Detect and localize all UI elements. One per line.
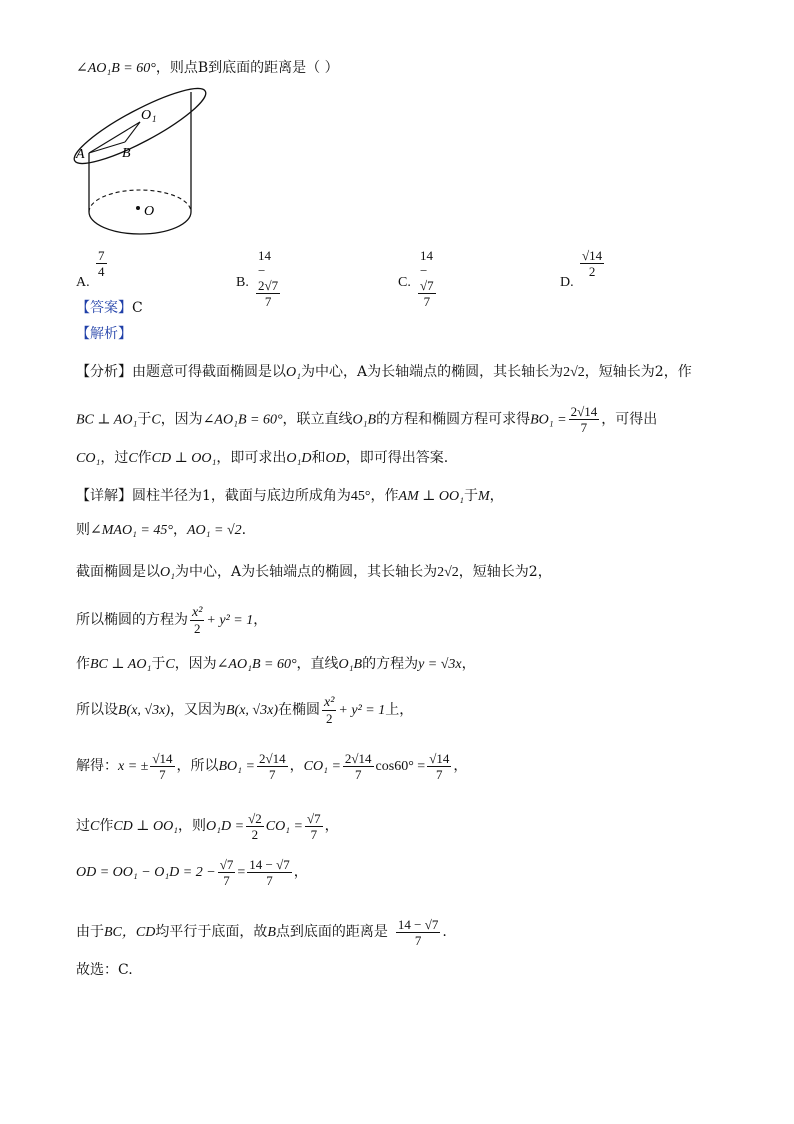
text: 在椭圆 [278,702,320,718]
text: 的方程和椭圆方程可求得 [376,411,531,428]
text: 作 [137,450,152,466]
text: 为中心，A为长轴端点的椭圆，其长轴长为 [174,564,438,580]
text: 截面椭圆是以 [76,564,160,580]
text: ， [253,612,268,628]
text: 于 [464,488,478,504]
math: OD = OO₁ − O₁D = 2 − [76,865,216,880]
math: O₁D [286,451,312,466]
answer-value: C [132,300,143,316]
math: + y² = 1 [206,613,254,628]
math: ∠AO₁B = 60° [216,657,297,672]
math: O₁ [160,565,175,580]
label-O1: O [141,108,152,123]
fraction: $\frac{2√14}{7}$ [570,404,598,435]
math: + y² = 1 [338,703,386,718]
detail-line-7 [76,748,467,785]
math: 45° [350,489,371,504]
question-stem [76,58,339,79]
label-B: B [122,146,131,161]
math: O₁ [286,365,301,380]
math: CD ⊥ OO₁ [151,451,217,466]
fenxi-tag: 【分析】 [76,364,132,380]
text: ， [453,758,468,774]
segment-AB [89,142,125,153]
math: CO₁ = [303,759,341,774]
text: . [442,924,447,940]
segment-O1B [125,122,140,142]
fraction: $\frac{√14}{7}$ [152,750,173,782]
text: ，可得出 [601,411,658,428]
math: B [267,925,276,940]
math: C [151,412,161,428]
text: 解得： [76,758,118,774]
text: ， [293,864,308,880]
text: 为中心，A为长轴端点的椭圆，其长轴长为 [300,364,564,380]
text: ，短轴长为2， [458,564,552,580]
math: O₁B [352,412,377,428]
math: AO₁ = √2 [186,523,242,538]
fraction: $\frac{2√14}{7}$ [344,750,372,782]
option-c-letter: C. [398,275,411,290]
fraction: $\frac{√7}{7}$ [307,810,321,842]
math: 2√2 [563,365,585,380]
math: B(x, √3x) [226,703,278,718]
fraction: $\frac{2√14}{7}$ [258,750,286,782]
question-text: ，则点B到底面的距离是（ ） [155,60,339,76]
label-A: A [76,147,85,162]
text: ， [289,758,304,774]
math: OD [325,451,346,466]
math: = [237,865,246,880]
label-O1-subscript: 1 [152,114,157,124]
math: BC，CD [104,925,156,940]
final-choice: 故选：C. [76,962,133,978]
math: M [478,489,490,504]
fenxi-line-2 [76,404,657,435]
text: ，过 [100,450,129,466]
fenxi-line-3 [76,448,448,469]
text: ， [172,522,187,538]
text: 过 [76,818,90,834]
text: 作 [76,656,90,672]
text: ，直线 [296,656,339,672]
detail-line-10 [76,912,447,953]
bottom-ellipse-back [89,190,191,212]
text: 均平行于底面，故 [155,924,268,940]
detail-line-11 [76,960,133,980]
fraction: $\frac{√14}{7}$ [429,750,450,782]
analysis-heading [76,324,132,344]
text: ， [324,818,339,834]
text: ，所以 [176,758,219,774]
analysis-tag: 【解析】 [76,326,132,342]
math: C [90,819,100,834]
detail-line-9 [76,854,308,891]
text: ，即可求出 [216,450,287,466]
text: ，又因为 [170,702,226,718]
text: . [241,522,247,538]
text: ， [461,656,476,672]
math: CO₁ [76,451,101,466]
option-a-letter: A. [76,275,90,290]
text: 则 [76,522,90,538]
text: 由于 [76,924,104,940]
bottom-ellipse-front [89,212,191,234]
fraction: $\frac{14 - √7}{7}$ [249,856,290,888]
math: y = √3x [418,657,462,672]
cylinder-figure [70,84,230,244]
text: 作 [99,818,114,834]
text: ，短轴长为2，作 [584,364,692,380]
math: BC ⊥ AO₁ [90,657,152,672]
math: BO₁ = [530,412,567,428]
text: 和 [311,450,326,466]
fraction: $\frac{\text{x²}}{2}$ [324,694,335,726]
math: BC ⊥ AO₁ [76,412,138,428]
option-c-fraction: $\frac{14 - √7}{7}$ [420,248,434,309]
math: O₁D = [206,819,245,834]
math: AM ⊥ OO₁ [398,489,464,504]
detail-line-5 [76,654,476,675]
text: ，即可得出答案. [345,450,449,466]
option-b-letter: B. [236,275,249,290]
text: ，则 [178,818,207,834]
text: 上， [385,702,414,718]
detail-line-4 [76,602,267,639]
text: 所以设 [76,702,118,718]
option-d-fraction: $\frac{√14}{2}$ [582,248,603,279]
option-b-fraction: $\frac{14 - 2√7}{7}$ [258,248,279,309]
text: ，因为 [160,411,203,428]
math: C [165,657,175,672]
text: 于 [137,411,152,428]
detail-line-6 [76,692,413,729]
text: ， [489,488,504,504]
detail-line-1 [76,486,504,507]
text: 的方程为 [362,656,419,672]
answer-line [76,298,143,318]
option-a-fraction: $\frac{7}{4}$ [98,248,105,279]
text: 于 [151,656,166,672]
fraction: $\frac{14 - √7}{7}$ [397,916,439,948]
text: ，联立直线 [282,411,353,428]
math: C [128,451,138,466]
math: BO₁ = [218,759,255,774]
math: CO₁ = [265,819,303,834]
math: x = ± [118,759,149,774]
text: ，作 [370,488,399,504]
text: ，因为 [174,656,217,672]
math: ∠MAO₁ = 45° [90,523,173,538]
detail-tag: 【详解】 [76,488,132,504]
math: O₁B [338,657,363,672]
detail-line-2 [76,520,246,541]
text: 所以椭圆的方程为 [76,612,188,628]
fraction: $\frac{\text{x²}}{2}$ [192,604,203,636]
option-d-letter: D. [560,275,574,290]
answer-tag: 【答案】 [76,300,132,316]
math: CD ⊥ OO₁ [113,819,179,834]
fraction: $\frac{√7}{7}$ [219,856,234,888]
point-O [136,206,140,210]
angle-expression: ∠AO₁B = 60° [76,61,156,76]
detail-line-8 [76,808,339,845]
text: 点到底面的距离是 [275,924,388,940]
math: ∠AO₁B = 60° [202,412,283,428]
label-O: O [144,204,155,219]
math: B(x, √3x) [118,703,170,718]
math: 2√2 [437,565,459,580]
fenxi-line-1 [76,362,692,383]
text: 由题意可得截面椭圆是以 [132,364,286,380]
math: cos60° = [375,759,426,774]
fraction: $\frac{√2}{2}$ [248,810,262,842]
detail-line-3 [76,562,552,583]
text: 圆柱半径为1，截面与底边所成角为 [132,488,351,504]
